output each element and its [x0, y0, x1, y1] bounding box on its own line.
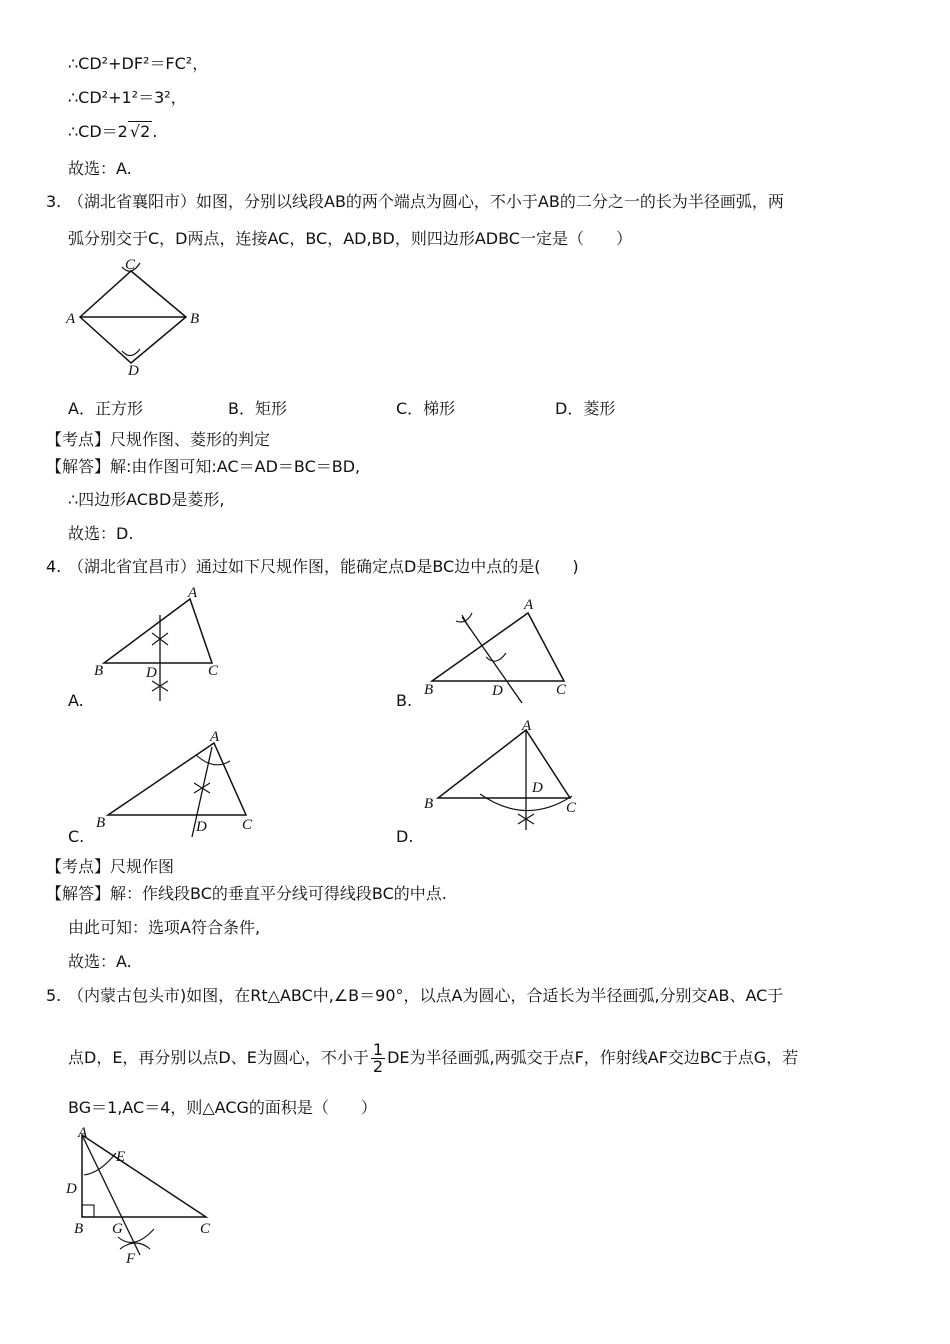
solution-line-2: ∴CD²+1²＝3²， — [68, 88, 187, 107]
q4b-label-A: A — [524, 597, 534, 613]
solution-line-3: ∴CD＝2 √2 . — [68, 122, 158, 141]
q3-jieda: 【解答】解:由作图可知:AC＝AD＝BC＝BD, — [46, 457, 361, 476]
q5-line-1: （内蒙古包头市)如图，在Rt△ABC中,∠B＝90°，以点A为圆心，合适长为半径画弧,分别交AB、AC于 — [68, 986, 784, 1005]
q4c-label-C: C — [242, 817, 253, 833]
q4-figure-c — [90, 725, 260, 840]
q3-option-d: D．菱形 — [555, 399, 616, 418]
q4-number: 4. — [46, 557, 62, 576]
q4b-label-D: D — [492, 683, 503, 699]
q5-number: 5. — [46, 986, 62, 1005]
q4-figure-a — [90, 585, 230, 705]
q3-option-b: B．矩形 — [228, 399, 287, 418]
q4-line-1: （湖北省宜昌市）通过如下尺规作图，能确定点D是BC边中点的是( ) — [68, 557, 579, 576]
q3-label-B: B — [190, 311, 200, 327]
q5-line-3: BG＝1,AC＝4，则△ACG的面积是（ ） — [68, 1098, 377, 1117]
q3-figure — [62, 255, 212, 380]
q4a-label-A: A — [188, 585, 198, 601]
q4-figure-b — [420, 595, 580, 705]
q5-label-G: G — [112, 1221, 123, 1237]
q3-option-a: A．正方形 — [68, 399, 143, 418]
q4c-label-D: D — [196, 819, 207, 835]
q5-label-C: C — [200, 1221, 211, 1237]
q4b-label-B: B — [424, 682, 434, 698]
q4-option-b: B. — [396, 691, 413, 710]
q5-label-F: F — [126, 1251, 136, 1267]
q4-answer: 故选：A. — [68, 952, 132, 971]
q4-option-a: A. — [68, 691, 84, 710]
q3-kaodian: 【考点】尺规作图、菱形的判定 — [46, 430, 271, 449]
fraction-half: $\frac{1}{2}$ — [372, 1040, 384, 1076]
q4-solution-1: 由此可知：选项A符合条件, — [68, 918, 261, 937]
q4d-label-D: D — [532, 780, 543, 796]
q4-jieda: 【解答】解：作线段BC的垂直平分线可得线段BC的中点. — [46, 884, 447, 903]
q4-kaodian: 【考点】尺规作图 — [46, 857, 175, 876]
q4c-label-A: A — [210, 729, 220, 745]
q4a-label-D: D — [146, 665, 157, 681]
q4a-label-C: C — [208, 663, 219, 679]
q4d-label-C: C — [566, 800, 577, 816]
q4d-label-A: A — [522, 718, 532, 734]
solution-line-1: ∴CD²+DF²＝FC²， — [68, 54, 209, 73]
q4-option-d: D. — [396, 827, 414, 846]
q3-answer: 故选：D. — [68, 524, 134, 543]
q3-label-A: A — [66, 311, 76, 327]
q4d-label-B: B — [424, 796, 434, 812]
q4b-label-C: C — [556, 682, 567, 698]
q4a-label-B: B — [94, 663, 104, 679]
q3-line-2: 弧分别交于C，D两点，连接AC，BC，AD,BD，则四边形ADBC一定是（ ） — [68, 229, 632, 248]
q4-option-c: C. — [68, 827, 85, 846]
q5-label-D: D — [66, 1181, 77, 1197]
q4c-label-B: B — [96, 815, 106, 831]
q5-label-A: A — [78, 1125, 88, 1141]
q3-label-D: D — [128, 363, 139, 379]
q3-line-1: （湖北省襄阳市）如图，分别以线段AB的两个端点为圆心，不小于AB的二分之一的长为半径画弧，两 — [68, 192, 784, 211]
sqrt-symbol: √2 — [129, 122, 151, 141]
solution-answer: 故选：A. — [68, 159, 132, 178]
q3-option-c: C．梯形 — [396, 399, 456, 418]
q5-figure — [60, 1125, 225, 1265]
q3-solution-1: ∴四边形ACBD是菱形, — [68, 490, 225, 509]
q4-figure-d — [420, 718, 590, 838]
q5-label-E: E — [116, 1149, 126, 1165]
q3-number: 3. — [46, 192, 62, 211]
q5-line-2: 点D，E，再分别以点D、E为圆心，不小于 $\frac{1}{2}$ DE为半径画弧,两弧交于点F，作射线AF交边BC于点G，若 — [68, 1040, 799, 1076]
q3-label-C: C — [125, 257, 136, 273]
q5-label-B: B — [74, 1221, 84, 1237]
